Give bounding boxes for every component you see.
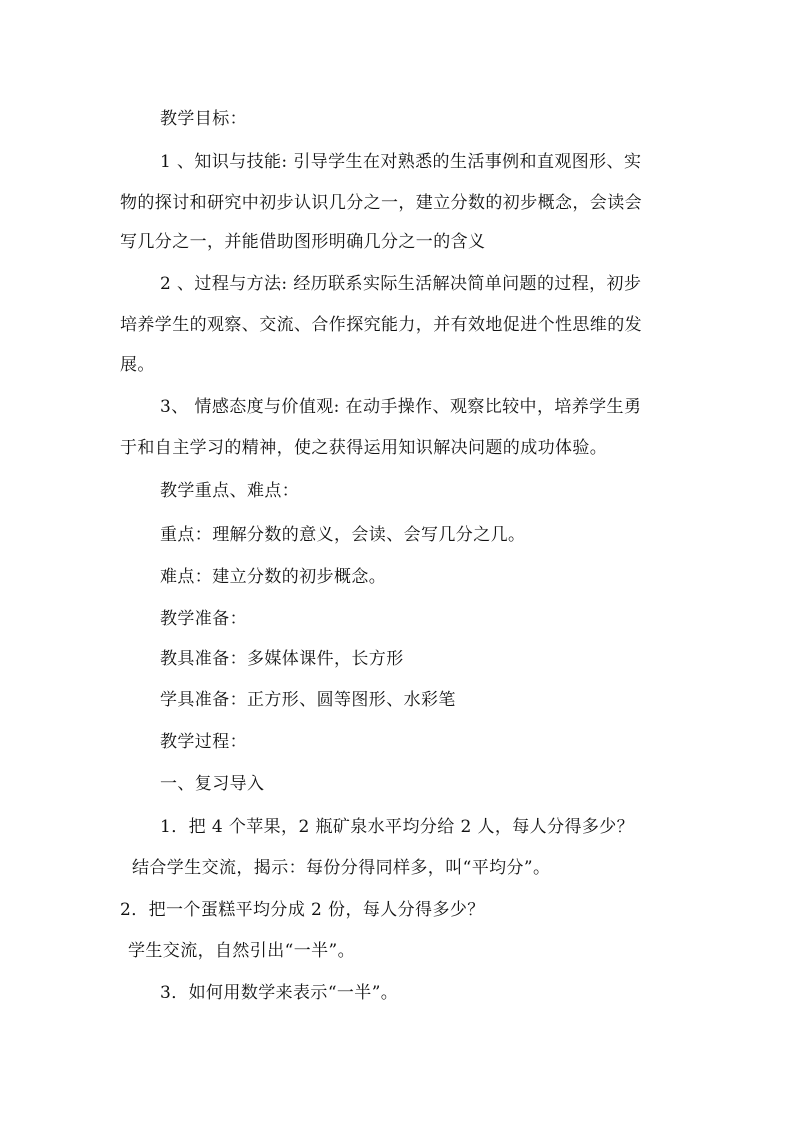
question-1: 1．把 4 个苹果，2 瓶矿泉水平均分给 2 人，每人分得多少？: [160, 817, 635, 837]
question-2: 2．把一个蛋糕平均分成 2 份，每人分得多少？: [120, 900, 485, 920]
objective-1-line-3: 写几分之一，并能借助图形明确几分之一的含义: [120, 232, 486, 252]
heading-preparation: 教学准备：: [160, 609, 247, 629]
difficult-point: 难点：建立分数的初步概念。: [160, 567, 387, 587]
section-review: 一、复习导入: [160, 774, 265, 794]
question-3: 3．如何用数学来表示“一半”。: [160, 983, 399, 1003]
heading-key-points: 教学重点、难点：: [160, 481, 300, 501]
question-2-note: 学生交流，自然引出“一半”。: [128, 941, 355, 961]
objective-1-line-2: 物的探讨和研究中初步认识几分之一，建立分数的初步概念，会读会: [120, 193, 642, 213]
heading-process: 教学过程：: [160, 732, 247, 752]
objective-3-line-2: 于和自主学习的精神，使之获得运用知识解决问题的成功体验。: [120, 438, 608, 458]
objective-3-line-1: 3、 情感态度与价值观: 在动手操作、观察比较中，培养学生勇: [160, 397, 642, 417]
question-1-note: 结合学生交流，揭示：每份分得同样多，叫“平均分”。: [132, 858, 551, 878]
objective-1-line-1: 1 、知识与技能: 引导学生在对熟悉的生活事例和直观图形、实: [160, 152, 642, 172]
objective-2-line-3: 展。: [120, 355, 155, 375]
heading-objectives: 教学目标：: [160, 109, 247, 129]
key-point: 重点：理解分数的意义，会读、会写几分之几。: [160, 525, 526, 545]
objective-2-line-2: 培养学生的观察、交流、合作探究能力，并有效地促进个性思维的发: [120, 315, 642, 335]
objective-2-line-1: 2 、过程与方法: 经历联系实际生活解决简单问题的过程，初步: [160, 274, 642, 294]
student-preparation: 学具准备：正方形、圆等图形、水彩笔: [160, 690, 456, 710]
teacher-preparation: 教具准备：多媒体课件，长方形: [160, 649, 404, 669]
